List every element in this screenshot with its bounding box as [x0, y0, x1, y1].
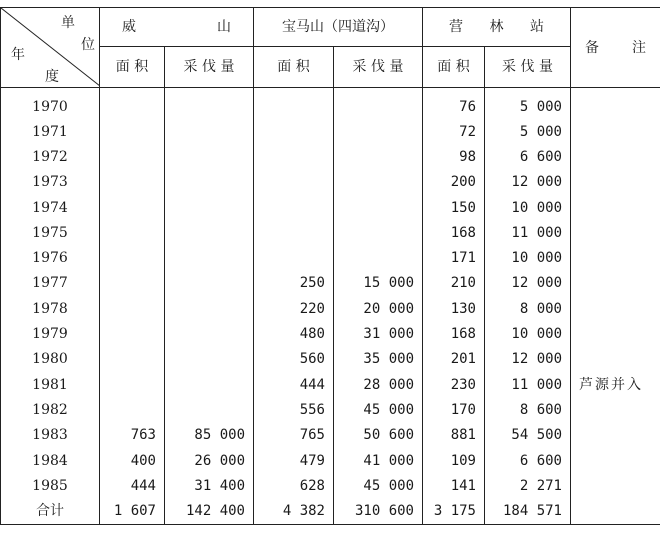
yinglin-volume-cell: 6 600: [485, 144, 571, 169]
col-weishan-area: 面 积: [100, 47, 165, 88]
weishan-area-cell: [100, 372, 165, 397]
yinglin-volume-cell: 10 000: [485, 195, 571, 220]
baomashan-volume-cell: 45 000: [334, 473, 423, 498]
yinglin-area-cell: 76: [423, 88, 485, 120]
yinglin-area-cell: 881: [423, 423, 485, 448]
table-row: [1, 195, 660, 220]
table-row: [1, 88, 660, 120]
baomashan-area-cell: 765: [254, 423, 334, 448]
total-baomashan-volume: 310 600: [334, 498, 423, 524]
weishan-volume-cell: [165, 220, 254, 245]
year-cell: 1981: [1, 372, 100, 397]
table-row: [1, 448, 660, 473]
table-row: [1, 271, 660, 296]
yinglin-volume-cell: 12 000: [485, 347, 571, 372]
yinglin-area-cell: 98: [423, 144, 485, 169]
yinglin-volume-cell: 6 600: [485, 448, 571, 473]
baomashan-volume-cell: 20 000: [334, 296, 423, 321]
year-cell: 1979: [1, 321, 100, 346]
weishan-area-cell: [100, 195, 165, 220]
yinglin-volume-cell: 12 000: [485, 170, 571, 195]
weishan-volume-cell: [165, 119, 254, 144]
baomashan-volume-cell: 35 000: [334, 347, 423, 372]
weishan-area-cell: [100, 296, 165, 321]
group-weishan-char-1: 威: [122, 19, 136, 35]
yinglin-area-cell: 201: [423, 347, 485, 372]
note-cell: [571, 397, 660, 422]
yinglin-area-cell: 170: [423, 397, 485, 422]
weishan-volume-cell: [165, 397, 254, 422]
yinglin-volume-cell: 12 000: [485, 271, 571, 296]
year-cell: 1974: [1, 195, 100, 220]
weishan-volume-cell: [165, 144, 254, 169]
baomashan-volume-cell: [334, 170, 423, 195]
weishan-volume-cell: [165, 347, 254, 372]
year-cell: 1975: [1, 220, 100, 245]
yinglin-volume-cell: 54 500: [485, 423, 571, 448]
harvest-table: [0, 7, 660, 525]
weishan-area-cell: [100, 245, 165, 270]
remarks-header: [571, 8, 660, 88]
weishan-area-cell: 400: [100, 448, 165, 473]
yinglin-area-cell: 200: [423, 170, 485, 195]
corner-unit-1: 单: [61, 15, 75, 31]
weishan-area-cell: [100, 170, 165, 195]
col-weishan-volume: 采 伐 量: [165, 47, 254, 88]
note-cell: [571, 271, 660, 296]
baomashan-area-cell: 628: [254, 473, 334, 498]
baomashan-area-cell: [254, 144, 334, 169]
weishan-volume-cell: [165, 296, 254, 321]
weishan-area-cell: [100, 119, 165, 144]
table-row: [1, 144, 660, 169]
baomashan-volume-cell: [334, 220, 423, 245]
table-row: [1, 372, 660, 397]
yinglin-volume-cell: 10 000: [485, 321, 571, 346]
yinglin-area-cell: 130: [423, 296, 485, 321]
yinglin-area-cell: 72: [423, 119, 485, 144]
corner-unit-2: 位: [81, 37, 95, 53]
col-baomashan-area: 面 积: [254, 47, 334, 88]
baomashan-area-cell: [254, 88, 334, 120]
group-yinglin-char-2: 林: [489, 19, 504, 35]
total-weishan-area: 1 607: [100, 498, 165, 524]
total-note-cell: [571, 498, 660, 524]
weishan-volume-cell: [165, 271, 254, 296]
total-label-cell: 合计: [1, 498, 100, 524]
table-row: [1, 423, 660, 448]
group-yinglin-char-1: 营: [449, 19, 463, 35]
baomashan-area-cell: [254, 119, 334, 144]
table-row: [1, 119, 660, 144]
yinglin-volume-cell: 10 000: [485, 245, 571, 270]
remarks-char-1: 备: [585, 39, 599, 56]
note-cell: [571, 170, 660, 195]
note-cell: [571, 245, 660, 270]
baomashan-area-cell: [254, 245, 334, 270]
corner-header-cell: [1, 8, 100, 88]
remarks-char-2: 注: [632, 39, 646, 56]
baomashan-area-cell: 480: [254, 321, 334, 346]
baomashan-volume-cell: 45 000: [334, 397, 423, 422]
group-header-weishan: [100, 8, 254, 47]
year-cell: 1982: [1, 397, 100, 422]
total-yinglin-volume: 184 571: [485, 498, 571, 524]
yinglin-area-cell: 109: [423, 448, 485, 473]
corner-year-2: 度: [45, 69, 59, 85]
note-cell: [571, 321, 660, 346]
table-row: [1, 473, 660, 498]
baomashan-area-cell: 560: [254, 347, 334, 372]
weishan-area-cell: [100, 397, 165, 422]
col-baomashan-volume: 采 伐 量: [334, 47, 423, 88]
yinglin-volume-cell: 11 000: [485, 220, 571, 245]
weishan-volume-cell: 26 000: [165, 448, 254, 473]
baomashan-volume-cell: [334, 245, 423, 270]
col-yinglin-volume: 采 伐 量: [485, 47, 571, 88]
weishan-area-cell: [100, 347, 165, 372]
note-cell: [571, 296, 660, 321]
baomashan-area-cell: [254, 220, 334, 245]
baomashan-area-cell: 556: [254, 397, 334, 422]
year-cell: 1984: [1, 448, 100, 473]
weishan-area-cell: [100, 88, 165, 120]
weishan-volume-cell: [165, 88, 254, 120]
total-row: [1, 498, 660, 524]
baomashan-volume-cell: 28 000: [334, 372, 423, 397]
weishan-area-cell: 444: [100, 473, 165, 498]
yinglin-area-cell: 150: [423, 195, 485, 220]
table-row: [1, 397, 660, 422]
yinglin-volume-cell: 8 600: [485, 397, 571, 422]
year-cell: 1985: [1, 473, 100, 498]
weishan-area-cell: [100, 271, 165, 296]
note-cell: [571, 144, 660, 169]
baomashan-volume-cell: [334, 119, 423, 144]
year-cell: 1971: [1, 119, 100, 144]
yinglin-area-cell: 168: [423, 321, 485, 346]
baomashan-volume-cell: 41 000: [334, 448, 423, 473]
baomashan-volume-cell: 50 600: [334, 423, 423, 448]
table-row: [1, 347, 660, 372]
weishan-area-cell: [100, 220, 165, 245]
yinglin-area-cell: 171: [423, 245, 485, 270]
note-cell: [571, 88, 660, 120]
total-weishan-volume: 142 400: [165, 498, 254, 524]
year-cell: 1973: [1, 170, 100, 195]
yinglin-volume-cell: 8 000: [485, 296, 571, 321]
table-row: [1, 296, 660, 321]
weishan-volume-cell: 31 400: [165, 473, 254, 498]
year-cell: 1983: [1, 423, 100, 448]
baomashan-area-cell: [254, 195, 334, 220]
weishan-volume-cell: 85 000: [165, 423, 254, 448]
table-row: [1, 220, 660, 245]
year-cell: 1977: [1, 271, 100, 296]
year-cell: 1972: [1, 144, 100, 169]
note-cell: [571, 347, 660, 372]
yinglin-area-cell: 230: [423, 372, 485, 397]
table-row: [1, 170, 660, 195]
total-baomashan-area: 4 382: [254, 498, 334, 524]
note-cell: [571, 423, 660, 448]
group-header-yinglin: [423, 8, 571, 47]
group-yinglin-char-3: 站: [530, 19, 544, 35]
weishan-volume-cell: [165, 372, 254, 397]
yinglin-volume-cell: 5 000: [485, 119, 571, 144]
weishan-volume-cell: [165, 321, 254, 346]
weishan-volume-cell: [165, 245, 254, 270]
baomashan-volume-cell: 31 000: [334, 321, 423, 346]
baomashan-area-cell: 220: [254, 296, 334, 321]
baomashan-volume-cell: 15 000: [334, 271, 423, 296]
table-row: [1, 321, 660, 346]
yinglin-volume-cell: 11 000: [485, 372, 571, 397]
baomashan-area-cell: 250: [254, 271, 334, 296]
yinglin-volume-cell: 2 271: [485, 473, 571, 498]
weishan-area-cell: 763: [100, 423, 165, 448]
yinglin-area-cell: 210: [423, 271, 485, 296]
note-cell: [571, 473, 660, 498]
note-cell: [571, 119, 660, 144]
note-cell: [571, 195, 660, 220]
table-body: [1, 88, 660, 525]
col-yinglin-area: 面 积: [423, 47, 485, 88]
yinglin-area-cell: 168: [423, 220, 485, 245]
baomashan-area-cell: 444: [254, 372, 334, 397]
note-cell: [571, 220, 660, 245]
baomashan-area-cell: [254, 170, 334, 195]
weishan-volume-cell: [165, 170, 254, 195]
baomashan-volume-cell: [334, 88, 423, 120]
yinglin-area-cell: 141: [423, 473, 485, 498]
table-row: [1, 245, 660, 270]
total-yinglin-area: 3 175: [423, 498, 485, 524]
year-cell: 1978: [1, 296, 100, 321]
yinglin-volume-cell: 5 000: [485, 88, 571, 120]
group-header-baomashan: 宝马山（四道沟）: [254, 8, 423, 47]
corner-year-1: 年: [11, 47, 25, 63]
weishan-area-cell: [100, 321, 165, 346]
baomashan-volume-cell: [334, 195, 423, 220]
baomashan-volume-cell: [334, 144, 423, 169]
note-cell: [571, 448, 660, 473]
note-cell: 芦源并入: [571, 372, 660, 397]
baomashan-area-cell: 479: [254, 448, 334, 473]
weishan-area-cell: [100, 144, 165, 169]
year-cell: 1980: [1, 347, 100, 372]
year-cell: 1970: [1, 88, 100, 120]
group-weishan-char-2: 山: [217, 19, 231, 35]
weishan-volume-cell: [165, 195, 254, 220]
year-cell: 1976: [1, 245, 100, 270]
